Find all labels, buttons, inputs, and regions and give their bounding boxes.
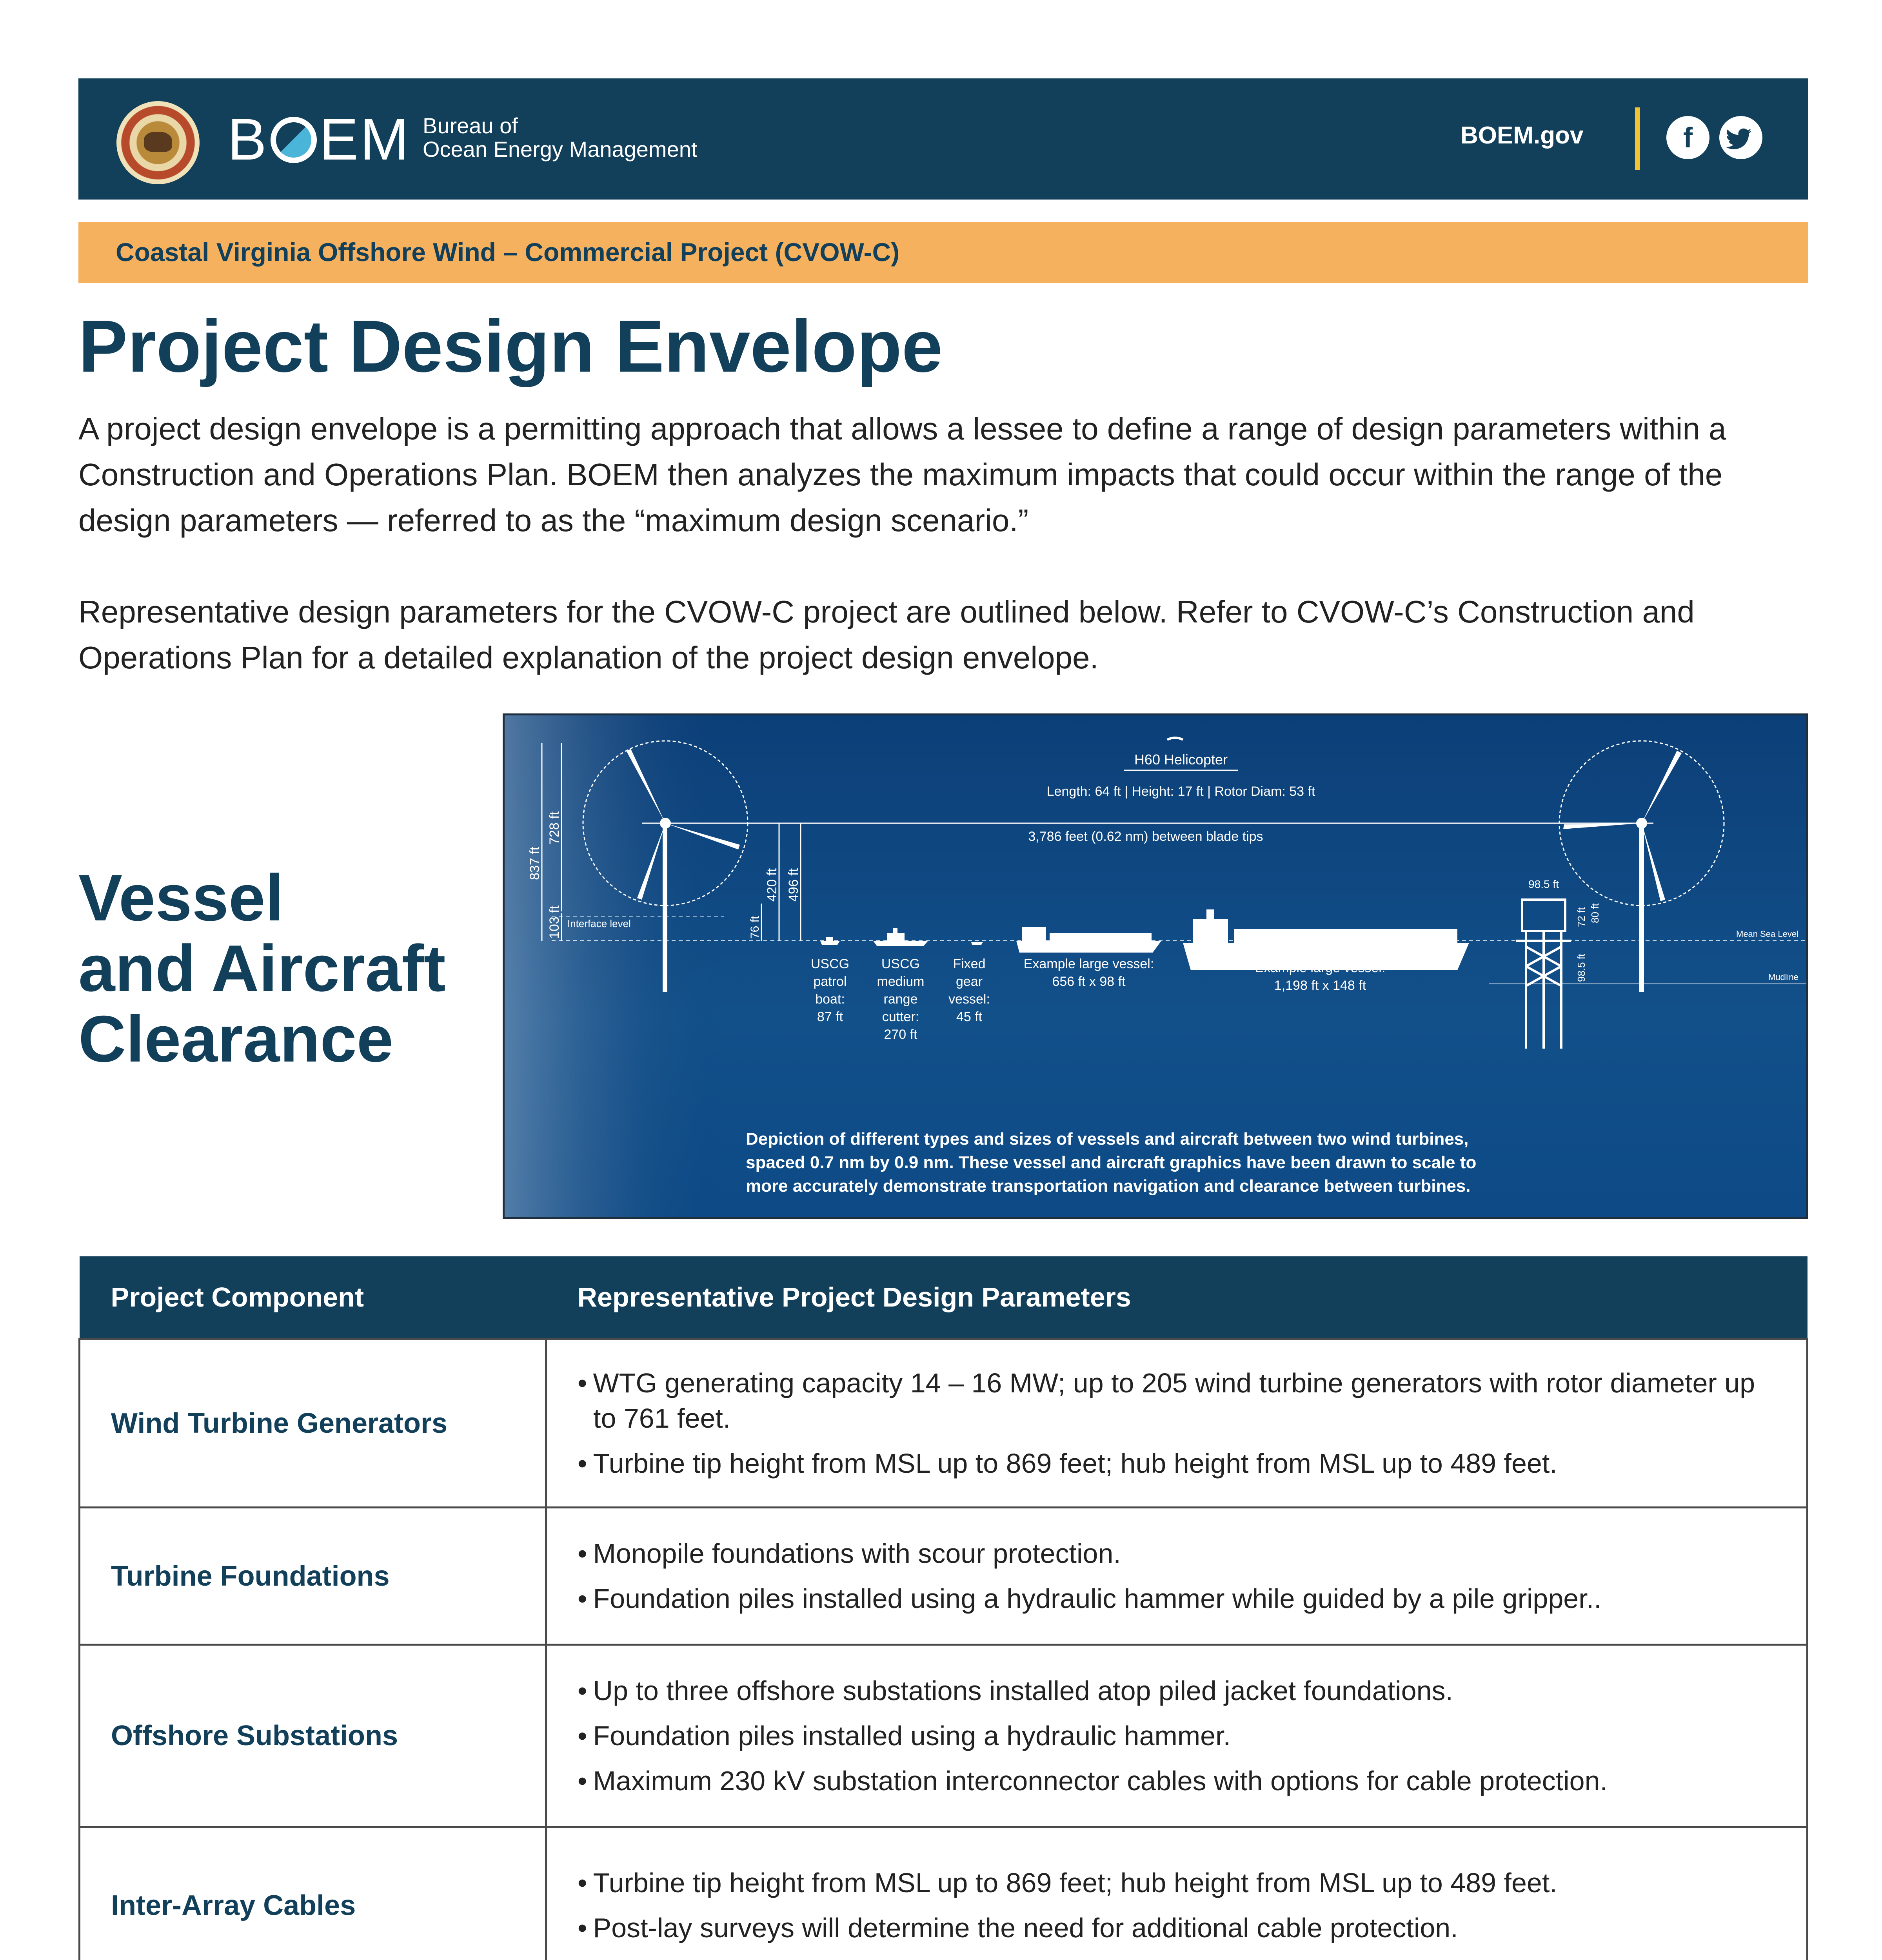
param-item: • Post-lay surveys will determine the need for additional cable protection. [578,1910,1775,1945]
mean-sea-level-label: Mean Sea Level [1736,929,1798,939]
component-cell: Wind Turbine Generators [80,1339,546,1508]
helicopter-label: H60 Helicopter [1134,751,1228,768]
params-cell [546,1508,1808,1645]
table-row [80,1508,1808,1645]
component-cell: Turbine Foundations [80,1508,546,1645]
svg-text:87 ft: 87 ft [817,1009,843,1024]
svg-text:more accurately demonstrate tr: more accurately demonstrate transportation navigation and clearance between turbines. [746,1176,1471,1196]
component-cell: Inter-Array Cables [80,1827,546,1960]
helicopter-icon [1167,738,1183,740]
logo-o-icon [271,117,317,163]
intro-paragraph-1: A project design envelope is a permitting approach that allows a lessee to define a range of design parameters within a Construction and Operations Plan. BOEM then analyzes the maximum impacts that could occur within the range of the design parameters — referred to as the “maximum design scenario.” [78,411,1726,538]
substation-dim-bottom: 98.5 ft [1575,953,1587,982]
heading-line-2: and Aircraft [78,931,446,1005]
heading-line-1: Vessel [78,861,284,935]
header-project-component: Project Component [80,1256,546,1339]
svg-text:Depiction of different types a: Depiction of different types and sizes of vessels and aircraft between two wind turbines, [746,1129,1469,1149]
substation-dim-80: 80 ft [1589,903,1601,923]
logo-letter-b: B [227,106,269,172]
dim-76-ft: 76 ft [748,916,761,939]
table-row [80,1827,1808,1960]
agency-name-line1: Bureau of [423,113,518,138]
dim-728-ft: 728 ft [547,811,562,845]
table-row [80,1339,1808,1508]
spacing-label: 3,786 feet (0.62 nm) between blade tips [1028,829,1263,844]
logo-letters-em: EM [319,106,411,172]
svg-text:45 ft: 45 ft [956,1009,983,1024]
params-cell [546,1827,1808,1960]
mudline-label: Mudline [1768,972,1798,982]
vessel-label-large-656 [1024,956,1154,989]
diagram-canvas [505,715,1806,1217]
page-title: Project Design Envelope [78,305,943,387]
vessel-section-heading [78,862,486,1074]
param-item: • Turbine tip height from MSL up to 869 feet; hub height from MSL up to 489 feet. [578,1865,1775,1900]
twitter-bird-icon [1719,116,1762,159]
vessel-clearance-diagram [503,713,1808,1219]
svg-text:Fixed: Fixed [953,956,986,971]
interface-level-label: Interface level [567,918,631,929]
svg-text:spaced 0.7 nm by 0.9 nm. These: spaced 0.7 nm by 0.9 nm. These vessel and aircraft graphics have been drawn to scale to [746,1153,1477,1172]
diagram-caption [746,1129,1476,1196]
param-item: • Foundation piles installed using a hydraulic hammer while guided by a pile gripper.. [578,1581,1775,1616]
dim-837-ft: 837 ft [527,846,542,880]
svg-text:Example large vessel:: Example large vessel: [1255,960,1386,975]
site-link[interactable]: BOEM.gov [1461,122,1584,149]
facebook-icon[interactable]: f [1666,116,1709,159]
vessel-label-patrol [811,956,849,1024]
param-item: • Turbine tip height from MSL up to 869 feet; hub height from MSL up to 489 feet. [578,1446,1775,1481]
twitter-icon[interactable] [1719,116,1762,159]
vessel-label-large-1198 [1255,960,1386,993]
component-cell: Offshore Substations [80,1645,546,1827]
header-bar [78,78,1808,200]
svg-text:Example large vessel:: Example large vessel: [1023,956,1154,971]
svg-text:vessel:: vessel: [948,992,990,1007]
heading-line-3: Clearance [78,1002,394,1076]
uscg-patrol-boat-icon [820,937,840,945]
svg-text:cutter:: cutter: [882,1009,919,1024]
svg-text:1,198 ft x 148 ft: 1,198 ft x 148 ft [1274,978,1366,993]
design-parameters-table [78,1256,1808,1960]
vessel-label-cutter [877,956,925,1042]
vessel-label-fixed-gear [948,956,990,1024]
project-banner-text: Coastal Virginia Offshore Wind – Commercial Project (CVOW-C) [116,238,900,267]
boem-logo[interactable] [227,100,411,178]
table-row [80,1645,1808,1827]
helicopter-dimensions: Length: 64 ft | Height: 17 ft | Rotor Diam: 53 ft [1046,784,1315,799]
param-item: • Maximum 230 kV substation interconnector cables with options for cable protection. [578,1763,1775,1798]
param-item: • Up to three offshore substations installed atop piled jacket foundations. [578,1673,1775,1708]
substation-dim-72: 72 ft [1575,907,1587,927]
params-cell [546,1645,1808,1827]
svg-text:gear: gear [956,974,983,989]
project-banner [78,222,1808,283]
svg-text:USCG: USCG [881,956,920,971]
param-item: • WTG generating capacity 14 – 16 MW; up to 205 wind turbine generators with rotor diameter up to 761 feet. [578,1365,1775,1436]
agency-name-line2: Ocean Energy Management [423,137,698,162]
bison-icon [144,132,172,152]
large-vessel-656-icon [1016,927,1161,953]
offshore-substation-icon [1516,900,1571,1049]
dim-103-ft: 103 ft [547,905,562,939]
param-item: • Foundation piles installed using a hydraulic hammer. [578,1718,1775,1753]
svg-text:range: range [883,992,918,1007]
svg-text:patrol: patrol [813,974,847,989]
substation-dim-top: 98.5 ft [1528,878,1559,890]
uscg-cutter-icon [873,928,928,946]
fixed-gear-vessel-icon [971,942,983,945]
header-divider [1635,107,1640,170]
dim-496-ft: 496 ft [786,868,801,902]
fog-overlay [505,715,724,1217]
svg-text:medium: medium [877,974,925,989]
svg-text:270 ft: 270 ft [884,1027,917,1042]
header-design-parameters: Representative Project Design Parameters [546,1256,1808,1339]
intro-paragraph-2: Representative design parameters for the CVOW-C project are outlined below. Refer to CVOW-C’s Construction and Operations Plan for a detailed explanation of the project design envelope. [78,594,1695,675]
dim-420-ft: 420 ft [765,868,779,902]
params-cell [546,1339,1808,1508]
svg-text:656 ft x 98 ft: 656 ft x 98 ft [1052,974,1126,989]
table-header-row [80,1256,1808,1339]
svg-text:boat:: boat: [815,992,845,1007]
svg-text:USCG: USCG [810,956,850,971]
doi-seal-icon [116,101,200,184]
param-item: • Monopile foundations with scour protection. [578,1536,1775,1571]
